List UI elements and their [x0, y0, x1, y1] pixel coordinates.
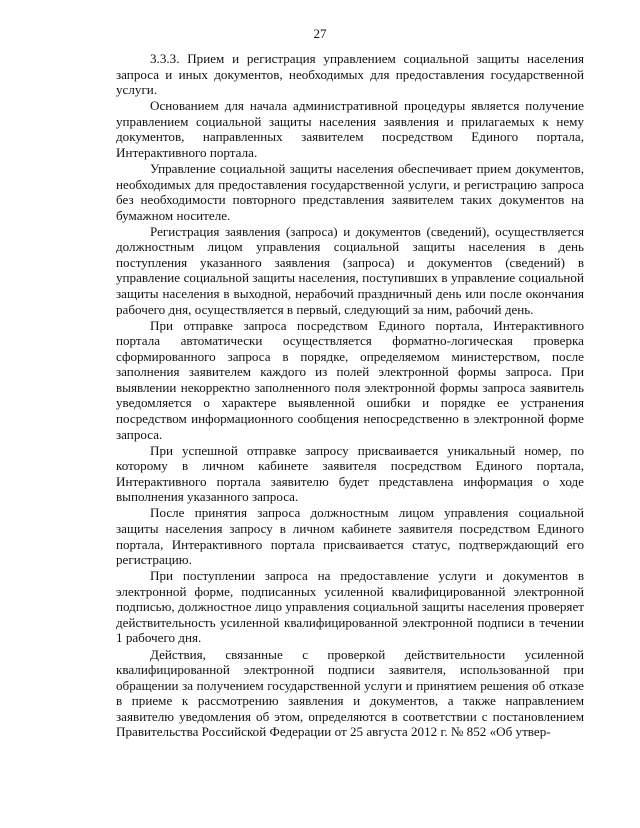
body-text [116, 51, 584, 740]
paragraph-3: Управление социальной защиты населения обеспечивает прием документов, необходимых для предоставления государственной услуги, и регистрацию запроса без необходимости повторного представления заявителем таких документов на бумажном носителе. [116, 161, 584, 223]
paragraph-6: При успешной отправке запросу присваивается уникальный номер, по которому в личном кабинете заявителя посредством Единого портала, Интерактивного портала заявителю будет представлена информация о ходе выполнения указанного запроса. [116, 442, 584, 505]
paragraph-8: При поступлении запроса на предоставление услуги и документов в электронной форме, подписанных усиленной квалифицированной электронной подписью, должностное лицо управления социальной защиты населения проверяет действительность усиленной квалифицированной электронной подписи в течении 1 рабочего дня. [116, 568, 584, 646]
paragraph-2: Основанием для начала административной процедуры является получение управлением социальной защиты населения заявления и прилагаемых к нему документов, направленных заявителем посредством Единого портала, Интерактивного портала. [116, 98, 584, 160]
paragraph-9: Действия, связанные с проверкой действительности усиленной квалифицированной электронной подписи заявителя, использованной при обращении за получением государственной услуги и принятием решения об отказе в приеме к рассмотрению заявления и документов, а также направлением заявителю уведомления об этом, определяются в соответствии с постановлением Правительства Российской Федерации от 25 августа 2012 г. № 852 «Об утвер- [116, 646, 584, 740]
paragraph-4: Регистрация заявления (запроса) и документов (сведений), осуществляется должностным лицом управления социальной защиты населения в день поступления указанного заявления (запроса) и документов (сведений) в управление социальной защиты населения, поступивших в управление социальной защиты населения в выходной, нерабочий праздничный день или после окончания рабочего дня, осуществляется в первый, следующий за ним, рабочий день. [116, 223, 584, 317]
page-number: 27 [313, 26, 327, 41]
paragraph-5: При отправке запроса посредством Единого портала, Интерактивного портала автоматически осуществляется форматно-логическая проверка сформированного запроса в порядке, определяемом министерством, после заполнения заявителем каждого из полей электронной формы запроса. При выявлении некорректно заполненного поля электронной формы запроса заявитель уведомляется о характере выявленной ошибки и порядке ее устранения посредством информационного сообщения непосредственно в электронной форме запроса. [116, 317, 584, 442]
paragraph-7: После принятия запроса должностным лицом управления социальной защиты населения запросу в личном кабинете заявителя посредством Единого портала, Интерактивного портала присваивается статус, подтверждающий его регистрацию. [116, 505, 584, 568]
paragraph-1: 3.3.3. Прием и регистрация управлением социальной защиты населения запроса и иных документов, необходимых для предоставления государственной услуги. [116, 51, 584, 98]
